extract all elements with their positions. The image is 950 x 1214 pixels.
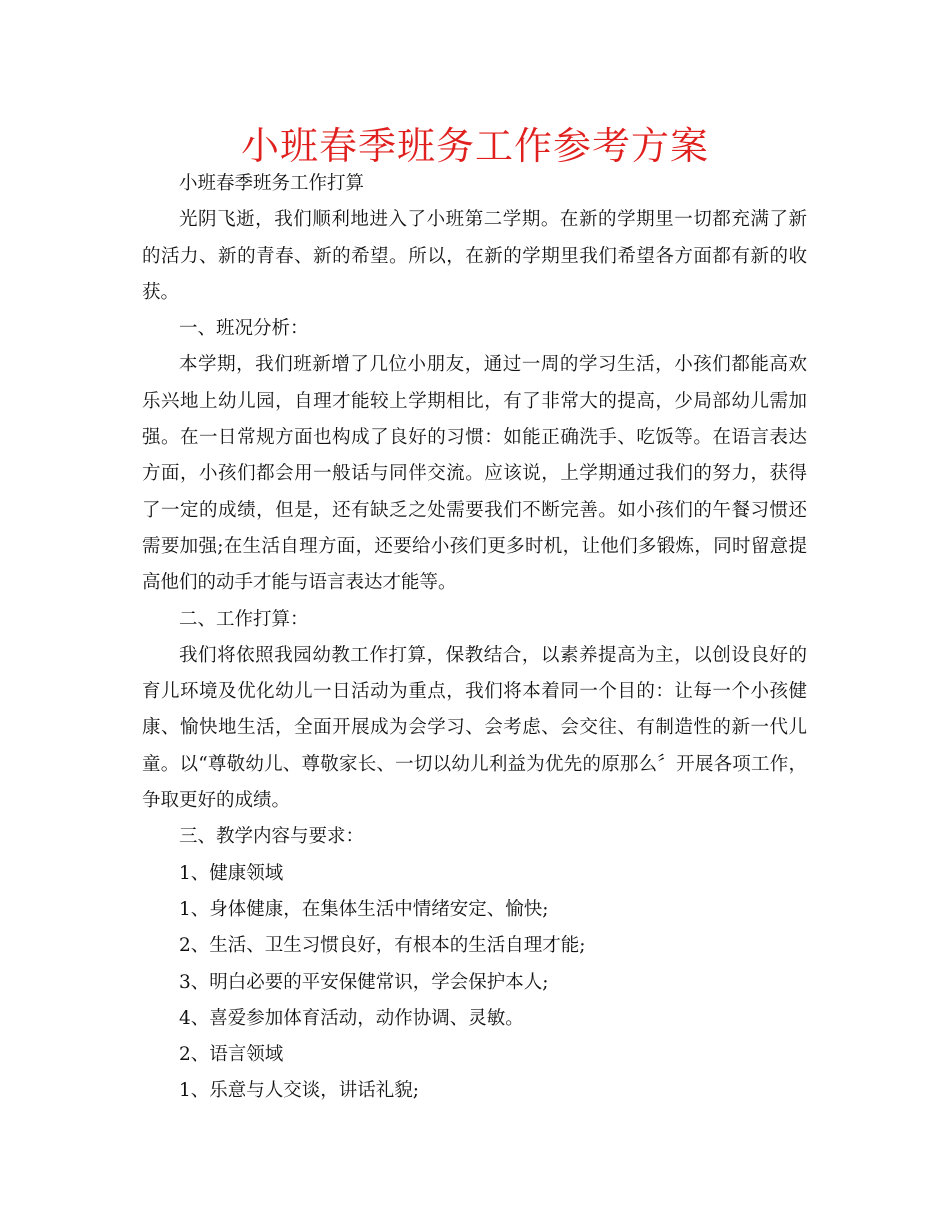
list-item-language-1: 1、乐意与人交谈，讲话礼貌; — [179, 1080, 420, 1102]
heading-teaching-content: 三、教学内容与要求： — [179, 826, 365, 848]
heading-health-domain: 1、健康领域 — [179, 862, 284, 884]
paragraph-intro: 光阴飞逝，我们顺利地进入了小班第二学期。在新的学期里一切都充满了新的活力、新的青春、新的希望。所以，在新的学期里我们希望各方面都有新的收获。 — [142, 209, 807, 303]
document-title: 小班春季班务工作参考方案 — [240, 124, 709, 168]
heading-class-analysis: 一、班况分析： — [179, 318, 309, 340]
paragraph-class-analysis: 本学期，我们班新增了几位小朋友，通过一周的学习生活，小孩们都能高欢乐兴地上幼儿园，自理才能较上学期相比，有了非常大的提高，少局部幼儿需加强。在一日常规方面也构成了良好的习惯：如能正确洗手、吃饭等。在语言表达方面，小孩们都会用一般话与同伴交流。应该说，上学期通过我们的努力，获得了一定的成绩，但是，还有缺乏之处需要我们不断完善。如小孩们的午餐习惯还需要加强;在生活自理方面，还要给小孩们更多时机，让他们多锻炼，同时留意提高他们的动手才能与语言表达才能等。 — [142, 354, 807, 594]
paragraph-subtitle: 小班春季班务工作打算 — [179, 173, 365, 194]
paragraph-work-plan: 我们将依照我园幼教工作打算，保教结合，以素养提高为主，以创设良好的育儿环境及优化幼儿一日活动为重点，我们将本着同一个目的：让每一个小孩健康、愉快地生活，全面开展成为会学习、会考虑、会交往、有制造性的新一代儿童。以“尊敬幼儿、尊敬家长、一切以幼儿利益为优先的原那么〞开展各项工作，争取更好的成绩。 — [142, 644, 807, 812]
list-item-health-4: 4、喜爱参加体育活动，动作协调、灵敏。 — [179, 1007, 524, 1029]
list-item-health-3: 3、明白必要的平安保健常识，学会保护本人; — [179, 971, 549, 993]
list-item-health-2: 2、生活、卫生习惯良好，有根本的生活自理才能; — [179, 935, 586, 957]
list-item-health-1: 1、身体健康，在集体生活中情绪安定、愉快; — [179, 898, 549, 920]
heading-work-plan: 二、工作打算： — [179, 608, 309, 630]
document-body — [142, 166, 807, 1110]
heading-language-domain: 2、语言领域 — [179, 1044, 284, 1066]
